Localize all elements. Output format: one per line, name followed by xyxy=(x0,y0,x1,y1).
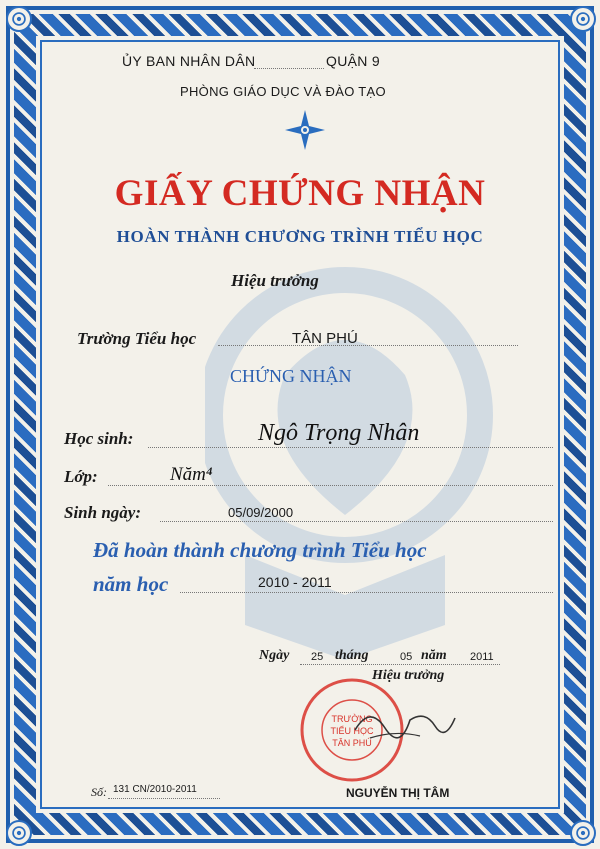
school-name: TÂN PHÚ xyxy=(292,330,358,347)
svg-text:TIỂU HỌC: TIỂU HỌC xyxy=(330,726,374,736)
signatory-name: NGUYỄN THỊ TÂM xyxy=(346,786,450,800)
date-month: 05 xyxy=(400,651,413,663)
signatory-title: Hiệu trưởng xyxy=(372,668,445,683)
serial-number: 131 CN/2010-2011 xyxy=(113,784,197,795)
class-label: Lớp: xyxy=(64,467,98,486)
certificate-title: GIẤY CHỨNG NHẬN xyxy=(114,173,486,214)
date-year-label: năm xyxy=(421,648,447,663)
district-name: QUẬN 9 xyxy=(326,53,380,69)
svg-text:TRƯỜNG: TRƯỜNG xyxy=(331,714,373,724)
dotted-line xyxy=(254,68,324,69)
issuer-label: Hiệu trưởng xyxy=(231,271,319,290)
certificate-subtitle: HOÀN THÀNH CHƯƠNG TRÌNH TIỂU HỌC xyxy=(116,227,484,246)
watermark-emblem-icon xyxy=(205,265,505,665)
school-year-label: năm học xyxy=(93,572,169,596)
corner-emblem-icon xyxy=(570,820,596,846)
dotted-line xyxy=(218,345,518,346)
class-value: Năm⁴ xyxy=(170,464,213,485)
authority-prefix: ỦY BAN NHÂN DÂN xyxy=(122,53,256,69)
dotted-line xyxy=(148,447,553,448)
ornament-icon xyxy=(283,108,327,152)
completion-statement: Đã hoàn thành chương trình Tiểu học xyxy=(93,538,427,562)
date-year: 2011 xyxy=(470,651,494,663)
dotted-line xyxy=(300,664,500,665)
corner-emblem-icon xyxy=(6,6,32,32)
date-month-label: tháng xyxy=(335,648,369,663)
svg-text:TÂN PHÚ: TÂN PHÚ xyxy=(332,738,372,748)
student-label: Học sinh: xyxy=(64,429,134,448)
department-name: PHÒNG GIÁO DỤC VÀ ĐÀO TẠO xyxy=(180,84,386,99)
dotted-line xyxy=(160,521,553,522)
corner-emblem-icon xyxy=(6,820,32,846)
dob-value: 05/09/2000 xyxy=(228,505,294,520)
corner-emblem-icon xyxy=(570,6,596,32)
date-day: 25 xyxy=(311,651,324,663)
date-day-label: Ngày xyxy=(259,648,290,663)
dotted-line xyxy=(108,798,220,799)
signature xyxy=(350,700,460,750)
dob-label: Sinh ngày: xyxy=(64,503,141,522)
serial-label: Số: xyxy=(91,785,107,799)
dotted-line xyxy=(180,592,553,593)
school-year-value: 2010 - 2011 xyxy=(258,574,332,590)
student-name: Ngô Trọng Nhân xyxy=(258,420,420,446)
school-label: Trường Tiểu học xyxy=(77,329,197,348)
certify-heading: CHỨNG NHẬN xyxy=(230,366,352,386)
